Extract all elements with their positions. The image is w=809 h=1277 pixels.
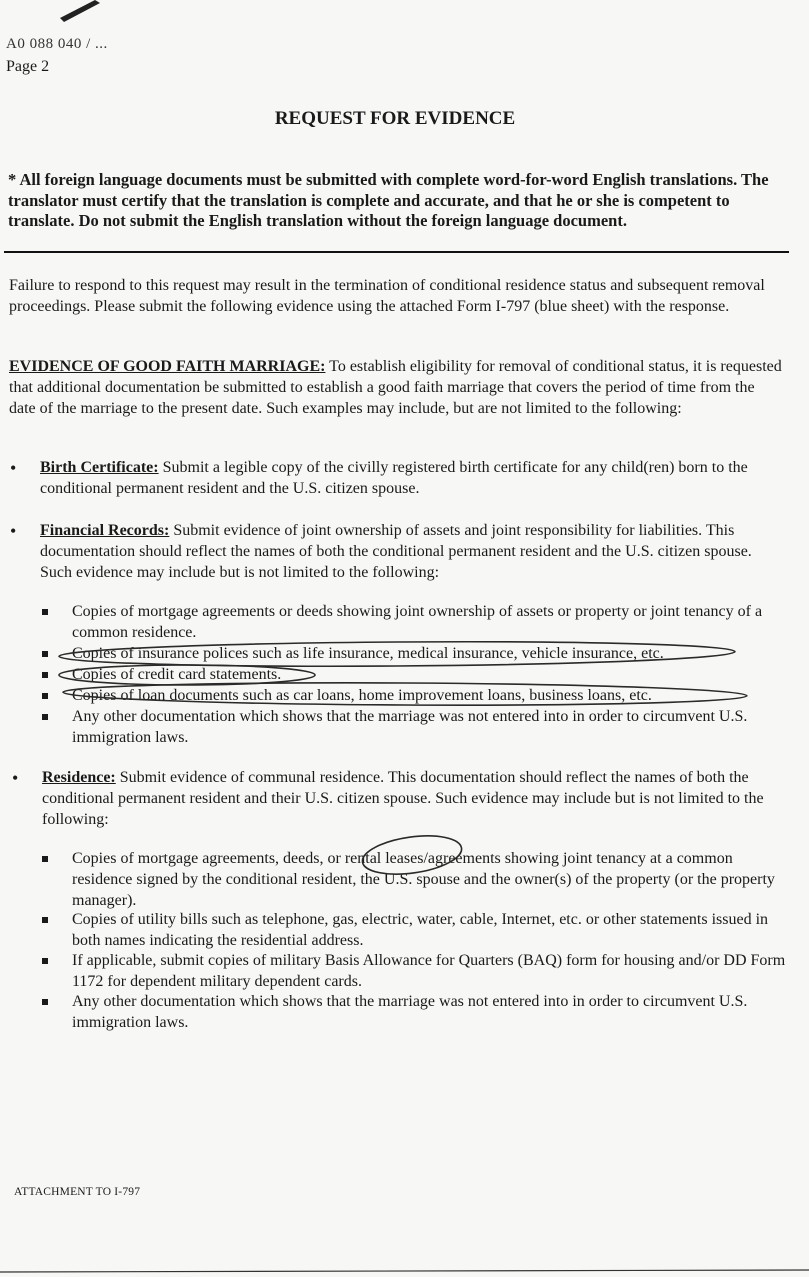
residence-item	[42, 767, 787, 830]
residence-heading: Residence:	[42, 769, 116, 786]
square-bullet-icon	[42, 856, 48, 862]
bullet-icon: •	[10, 521, 17, 541]
rental-leases-text: rental leases	[344, 850, 424, 867]
divider	[4, 251, 789, 253]
financial-item-credit-card: Copies of credit card statements.	[72, 666, 282, 683]
birth-certificate-text: Submit a legible copy of the civilly registered birth certificate for any child(ren) born to the conditional permanent resident and the U.S. citizen spouse.	[40, 459, 748, 497]
square-bullet-icon	[42, 693, 48, 699]
financial-item-mortgage: Copies of mortgage agreements or deeds showing joint ownership of assets or property or joint tenancy of a common residence.	[72, 603, 763, 641]
good-faith-text: To establish eligibility for removal of conditional status, it is requested that additional documentation be submitted to establish a good faith marriage that covers the period of time from the date of the marriage to the present date. Such examples may include, but are not limited to the following:	[9, 358, 782, 417]
good-faith-paragraph	[9, 356, 784, 419]
residence-item-text: Copies of mortgage agreements, deeds, or	[72, 850, 345, 867]
page-number: Page 2	[6, 58, 50, 75]
square-bullet-icon	[42, 958, 48, 964]
square-bullet-icon	[42, 609, 48, 615]
bullet-icon: •	[10, 458, 17, 478]
translation-notice: * All foreign language documents must be submitted with complete word-for-word English translations. The translator must certify that the translation is complete and accurate, and that he or she is competent to translate. Do not submit the English translation without the foreign language document.	[8, 170, 769, 230]
scan-edge	[0, 1270, 809, 1272]
scan-artifact	[60, 0, 100, 22]
attachment-footer: ATTACHMENT TO I-797	[14, 1186, 141, 1198]
residence-item-utilities: Copies of utility bills such as telephone, gas, electric, water, cable, Internet, etc. or other statements issued in both names indicating the residential address.	[72, 911, 769, 949]
square-bullet-icon	[42, 999, 48, 1005]
square-bullet-icon	[42, 651, 48, 657]
residence-text: Submit evidence of communal residence. This documentation should reflect the names of both the conditional permanent resident and their U.S. citizen spouse. Such evidence may include but is not limited to the following:	[42, 769, 764, 828]
birth-certificate-item	[40, 457, 780, 499]
square-bullet-icon	[42, 917, 48, 923]
financial-records-text: Submit evidence of joint ownership of assets and joint responsibility for liabilities. This documentation should reflect the names of both the conditional permanent resident and the U.S. citizen spouse. Such evidence may include but is not limited to the following:	[40, 522, 752, 581]
financial-item-insurance: Copies of insurance polices such as life insurance, medical insurance, vehicle insurance, etc.	[72, 645, 664, 662]
residence-item-text: /agreements showing joint tenancy at a common residence signed by the conditional resident, the U.S. spouse and the owner(s) of the property (or the property manager).	[72, 850, 775, 909]
financial-records-heading: Financial Records:	[40, 522, 170, 539]
page-title: REQUEST FOR EVIDENCE	[274, 108, 516, 129]
residence-item-mortgage	[72, 848, 792, 911]
intro-paragraph: Failure to respond to this request may result in the termination of conditional residence status and subsequent removal proceedings. Please submit the following evidence using the attached Form I-797 (blue sheet) with the response.	[9, 277, 765, 315]
residence-item-military: If applicable, submit copies of military Basis Allowance for Quarters (BAQ) form for housing and/or DD Form 1172 for dependent military dependent cards.	[72, 952, 786, 990]
financial-records-item	[40, 520, 785, 583]
birth-certificate-heading: Birth Certificate:	[40, 459, 159, 476]
square-bullet-icon	[42, 672, 48, 678]
financial-item-loans: Copies of loan documents such as car loans, home improvement loans, business loans, etc.	[72, 687, 652, 704]
case-number: A0 088 040 / ...	[6, 36, 108, 52]
residence-item-other: Any other documentation which shows that the marriage was not entered into in order to circumvent U.S. immigration laws.	[72, 993, 748, 1031]
square-bullet-icon	[42, 714, 48, 720]
financial-item-other: Any other documentation which shows that the marriage was not entered into in order to circumvent U.S. immigration laws.	[72, 708, 748, 746]
bullet-icon: •	[12, 768, 19, 788]
good-faith-heading: EVIDENCE OF GOOD FAITH MARRIAGE:	[9, 358, 326, 375]
